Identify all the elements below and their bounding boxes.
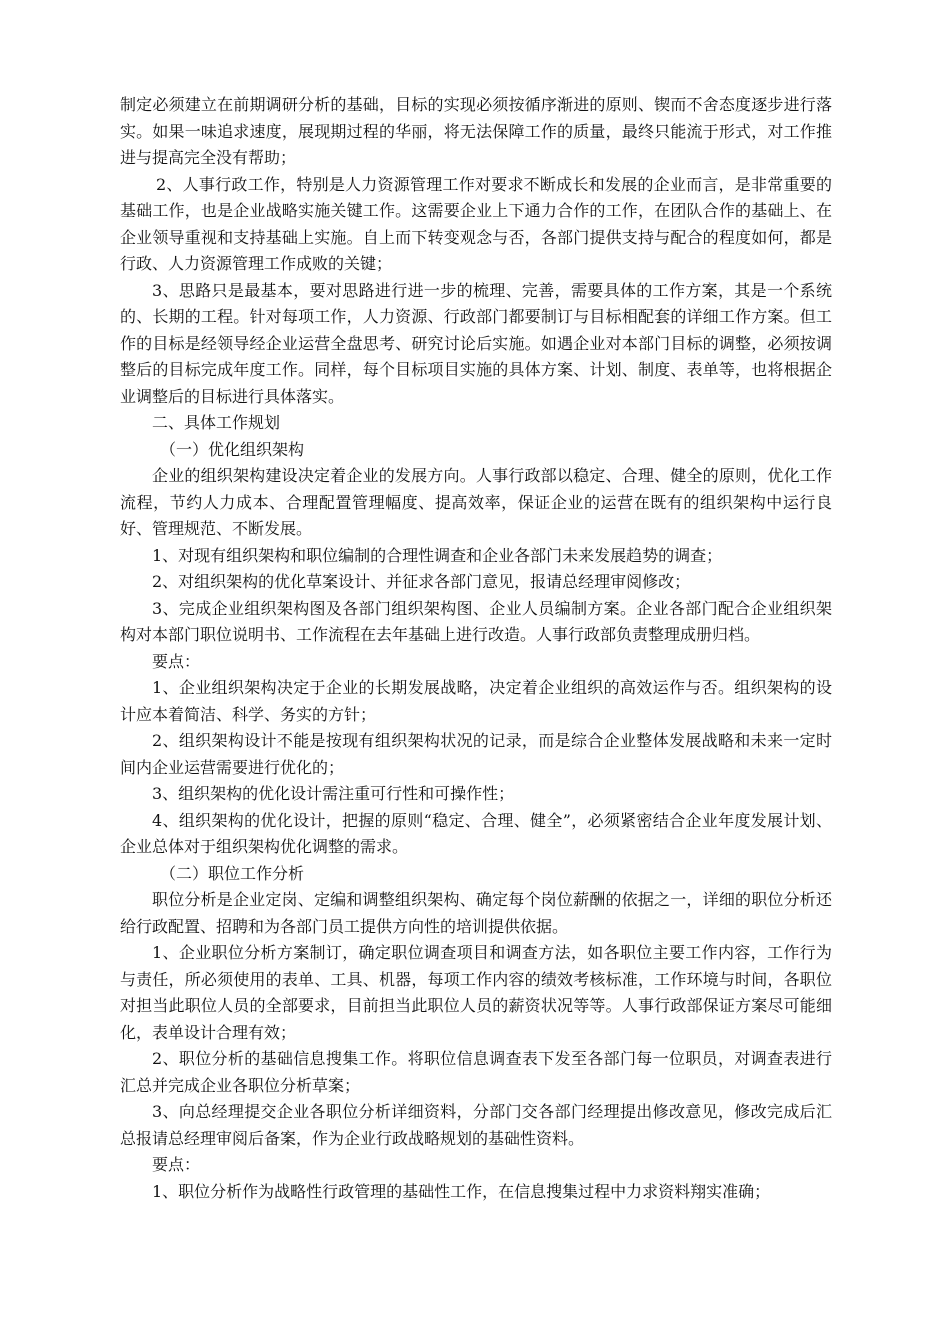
paragraph-point-3: 3、思路只是最基本，要对思路进行进一步的梳理、完善，需要具体的工作方案，其是一个系统的、长期的工程。针对每项工作，人力资源、行政部门都要制订与目标相配套的详细工作方案。但工作的目标是经领导经企业运营全盘思考、研究讨论后实施。如遇企业对本部门目标的调整，必须按调整后的目标完成年度工作。同样，每个目标项目实施的具体方案、计划、制度、表单等，也将根据企业调整后的目标进行具体落实。 xyxy=(120,280,832,406)
list-item-org-2: 2、对组织架构的优化草案设计、并征求各部门意见，报请总经理审阅修改； xyxy=(152,572,691,591)
subsection-heading-org-structure: （一）优化组织架构 xyxy=(160,439,305,459)
key-points-label-2: 要点： xyxy=(152,1155,201,1174)
key-point-org-2: 2、组织架构设计不能是按现有组织架构状况的记录，而是综合企业整体发展战略和未来一定时间内企业运营需要进行优化的； xyxy=(120,731,832,777)
paragraph-job-analysis-intro: 职位分析是企业定岗、定编和调整组织架构、确定每个岗位薪酬的依据之一，详细的职位分析还给行政配置、招聘和为各部门员工提供方向性的培训提供依据。 xyxy=(120,890,832,936)
list-item-job-1: 1、企业职位分析方案制订，确定职位调查项目和调查方法，如各职位主要工作内容，工作行为与责任，所必须使用的表单、工具、机器，每项工作内容的绩效考核标准，工作环境与时间，各职位对担当此职位人员的全部要求，目前担当此职位人员的薪资状况等等。人事行政部保证方案尽可能细化，表单设计合理有效； xyxy=(120,943,832,1042)
paragraph-continuation: 制定必须建立在前期调研分析的基础，目标的实现必须按循序渐进的原则、锲而不舍态度逐步进行落实。如果一味追求速度，展现期过程的华丽，将无法保障工作的质量，最终只能流于形式，对工作推进与提高完全没有帮助； xyxy=(120,95,832,167)
key-points-label: 要点： xyxy=(152,651,201,671)
subsection-heading-job-analysis: （二）职位工作分析 xyxy=(160,863,305,883)
list-item-org-3: 3、完成企业组织架构图及各部门组织架构图、企业人员编制方案。企业各部门配合企业组织架构对本部门职位说明书、工作流程在去年基础上进行改造。人事行政部负责整理成册归档。 xyxy=(120,598,832,644)
key-point-org-1: 1、企业组织架构决定于企业的长期发展战略，决定着企业组织的高效运作与否。组织架构的设计应本着简洁、科学、务实的方针； xyxy=(120,678,832,724)
key-point-job-1: 1、职位分析作为战略性行政管理的基础性工作，在信息搜集过程中力求资料翔实准确； xyxy=(152,1181,771,1201)
section-heading-specific-plan: 二、具体工作规划 xyxy=(152,413,281,432)
key-point-org-4: 4、组织架构的优化设计，把握的原则“稳定、合理、健全”，必须紧密结合企业年度发展计划、企业总体对于组织架构优化调整的需求。 xyxy=(120,810,832,856)
paragraph-point-2: 2、人事行政工作，特别是人力资源管理工作对要求不断成长和发展的企业而言，是非常重要的基础工作，也是企业战略实施关键工作。这需要企业上下通力合作的工作，在团队合作的基础上、在企业领导重视和支持基础上实施。自上而下转变观念与否，各部门提供支持与配合的程度如何，都是行政、人力资源管理工作成败的关键； xyxy=(120,174,832,273)
paragraph-org-structure-intro: 企业的组织架构建设决定着企业的发展方向。人事行政部以稳定、合理、健全的原则，优化工作流程，节约人力成本、合理配置管理幅度、提高效率，保证企业的运营在既有的组织架构中运行良好、管理规范、不断发展。 xyxy=(120,466,832,538)
key-point-org-3: 3、组织架构的优化设计需注重可行性和可操作性； xyxy=(152,784,515,803)
list-item-job-3: 3、向总经理提交企业各职位分析详细资料，分部门交各部门经理提出修改意见，修改完成后汇总报请总经理审阅后备案，作为企业行政战略规划的基础性资料。 xyxy=(120,1102,832,1148)
document-page xyxy=(120,92,832,1205)
list-item-job-2: 2、职位分析的基础信息搜集工作。将职位信息调查表下发至各部门每一位职员，对调查表进行汇总并完成企业各职位分析草案； xyxy=(120,1049,832,1095)
list-item-org-1: 1、对现有组织架构和职位编制的合理性调查和企业各部门未来发展趋势的调查； xyxy=(152,545,723,565)
